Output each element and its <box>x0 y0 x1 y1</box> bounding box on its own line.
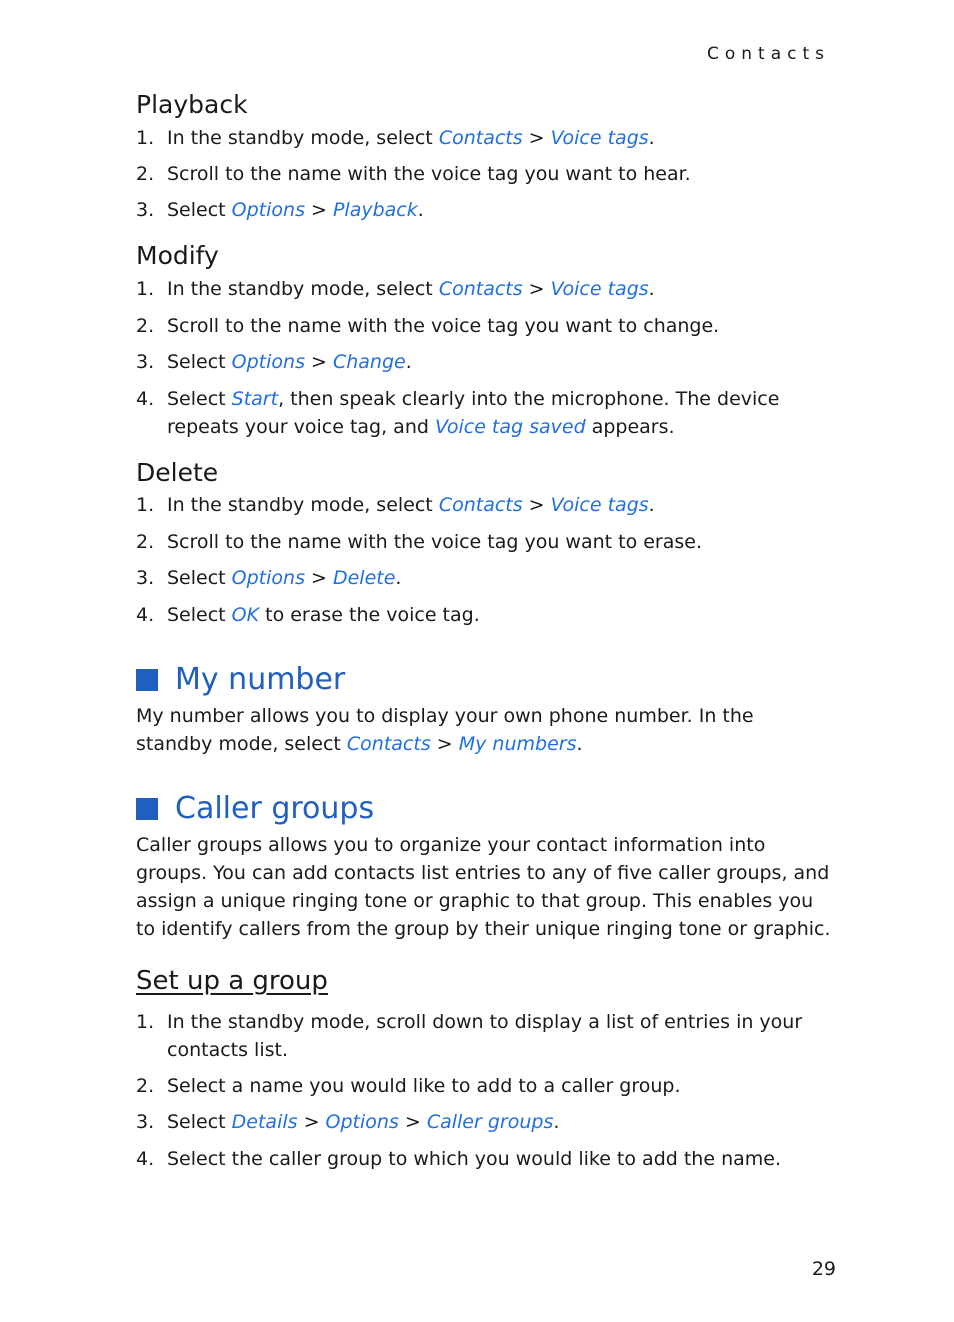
list-item <box>136 348 856 376</box>
caller-groups-heading <box>136 791 374 827</box>
step-end: . <box>648 127 655 149</box>
modify-heading: Modify <box>136 241 219 270</box>
step-end: appears. <box>585 416 675 438</box>
change-link[interactable]: Change <box>332 351 406 373</box>
contacts-link[interactable]: Contacts <box>438 278 523 300</box>
step-text: Scroll to the name with the voice tag you want to erase. <box>167 531 703 553</box>
my-number-heading <box>136 662 345 698</box>
step-end: to erase the voice tag. <box>259 604 480 626</box>
list-item <box>136 1145 856 1173</box>
list-item <box>136 528 856 556</box>
step-text: Select <box>167 199 232 221</box>
step-text: Select a name you would like to add to a caller group. <box>167 1075 681 1097</box>
my-numbers-link[interactable]: My numbers <box>458 733 577 755</box>
list-item <box>136 124 856 152</box>
step-number: 1. <box>136 278 155 300</box>
step-text: In the standby mode, scroll down to display a list of entries in your contacts list. <box>167 1011 803 1061</box>
running-head: Contacts <box>707 44 830 64</box>
paragraph-end: . <box>576 733 583 755</box>
ok-link[interactable]: OK <box>231 604 260 626</box>
modify-steps <box>136 275 856 441</box>
list-item <box>136 312 856 340</box>
step-text: Scroll to the name with the voice tag you want to hear. <box>167 163 691 185</box>
list-item <box>136 160 856 188</box>
step-number: 3. <box>136 567 155 589</box>
list-item <box>136 275 856 303</box>
step-text: In the standby mode, select <box>167 494 439 516</box>
section-title: Caller groups <box>175 791 375 826</box>
step-text: Select <box>167 604 232 626</box>
separator: > <box>297 1111 326 1133</box>
step-number: 4. <box>136 604 155 626</box>
separator: > <box>304 199 333 221</box>
separator: > <box>398 1111 427 1133</box>
list-item <box>136 491 856 519</box>
delete-heading: Delete <box>136 458 219 487</box>
step-end: . <box>395 567 402 589</box>
delete-steps <box>136 491 856 629</box>
separator: > <box>304 567 333 589</box>
step-text: Select <box>167 567 232 589</box>
section-square-icon <box>136 798 158 820</box>
playback-steps <box>136 124 856 224</box>
step-number: 2. <box>136 1075 155 1097</box>
section-square-icon <box>136 669 158 691</box>
details-link[interactable]: Details <box>231 1111 298 1133</box>
step-end: . <box>648 494 655 516</box>
step-text: Select <box>167 1111 232 1133</box>
step-end: . <box>405 351 412 373</box>
options-link[interactable]: Options <box>231 351 305 373</box>
contacts-link[interactable]: Contacts <box>438 494 523 516</box>
caller-groups-link[interactable]: Caller groups <box>426 1111 554 1133</box>
step-end: . <box>553 1111 560 1133</box>
step-number: 4. <box>136 388 155 410</box>
step-number: 3. <box>136 351 155 373</box>
playback-link[interactable]: Playback <box>332 199 418 221</box>
list-item <box>136 385 856 441</box>
list-item <box>136 564 856 592</box>
step-number: 1. <box>136 127 155 149</box>
my-number-paragraph <box>136 702 836 758</box>
paragraph-text: My number allows you to display your own phone number. In the standby mode, select <box>136 705 754 755</box>
step-number: 1. <box>136 494 155 516</box>
voice-tags-link[interactable]: Voice tags <box>550 278 649 300</box>
step-number: 2. <box>136 163 155 185</box>
setup-steps <box>136 1008 856 1173</box>
voice-tags-link[interactable]: Voice tags <box>550 127 649 149</box>
step-number: 1. <box>136 1011 155 1033</box>
delete-link[interactable]: Delete <box>332 567 396 589</box>
options-link[interactable]: Options <box>231 199 305 221</box>
separator: > <box>430 733 459 755</box>
step-text: Select the caller group to which you would like to add the name. <box>167 1148 781 1170</box>
voice-tags-link[interactable]: Voice tags <box>550 494 649 516</box>
list-item <box>136 1072 856 1100</box>
contacts-link[interactable]: Contacts <box>438 127 523 149</box>
step-number: 3. <box>136 1111 155 1133</box>
step-number: 4. <box>136 1148 155 1170</box>
section-title: My number <box>175 662 346 697</box>
step-text: Select <box>167 351 232 373</box>
step-number: 3. <box>136 199 155 221</box>
options-link[interactable]: Options <box>231 567 305 589</box>
step-end: . <box>417 199 424 221</box>
step-end: . <box>648 278 655 300</box>
step-number: 2. <box>136 315 155 337</box>
options-link[interactable]: Options <box>325 1111 399 1133</box>
separator: > <box>304 351 333 373</box>
list-item <box>136 1108 856 1136</box>
list-item <box>136 1008 856 1064</box>
caller-groups-paragraph: Caller groups allows you to organize your contact information into groups. You can add contacts list entries to any of five caller groups, and assign a unique ringing tone or graphic to that group. This enables you to identify callers from the group by their unique ringing tone or graphic. <box>136 834 831 940</box>
set-up-group-heading: Set up a group <box>136 966 328 996</box>
separator: > <box>522 494 551 516</box>
step-text: Scroll to the name with the voice tag you want to change. <box>167 315 720 337</box>
page-number: 29 <box>811 1258 836 1280</box>
step-number: 2. <box>136 531 155 553</box>
playback-heading: Playback <box>136 90 248 119</box>
voice-tag-saved-link: Voice tag saved <box>434 416 586 438</box>
start-link[interactable]: Start <box>231 388 279 410</box>
step-text: In the standby mode, select <box>167 127 439 149</box>
list-item <box>136 601 856 629</box>
step-text: Select <box>167 388 232 410</box>
separator: > <box>522 278 551 300</box>
step-text: , then speak clearly into the microphone. The device repeats your voice tag, and <box>167 388 780 438</box>
list-item <box>136 196 856 224</box>
separator: > <box>522 127 551 149</box>
contacts-link[interactable]: Contacts <box>346 733 431 755</box>
step-text: In the standby mode, select <box>167 278 439 300</box>
